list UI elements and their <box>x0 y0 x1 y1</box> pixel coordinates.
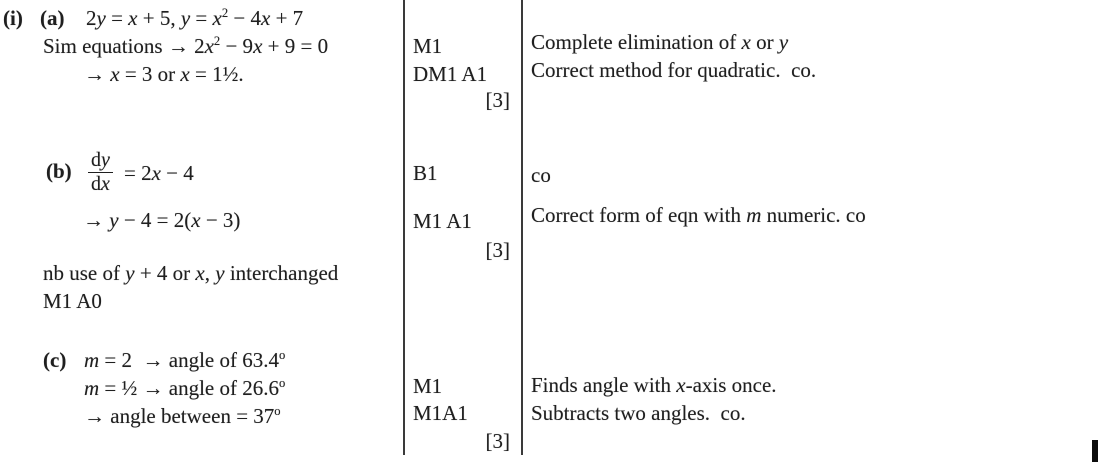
part-a-work-line2: Sim equations → $2x^2 - 9x + 9 = 0$ <box>43 34 329 58</box>
part-a-work-line1: 2y = x + 5, $y = x^2 - 4x + 7$ <box>86 6 304 30</box>
part-a-mark-2: DM1 A1 <box>413 62 488 86</box>
fraction-dy-dx <box>88 150 113 195</box>
column-divider-marks <box>403 0 405 455</box>
part-c-comment-line2: Subtracts two angles. co. <box>531 401 746 425</box>
part-c-work-line3: → angle between = $37^o$ <box>84 404 281 428</box>
question-roman-label: (i) <box>3 6 23 30</box>
part-a-work-line3: → x = 3 or x = 1½. <box>84 62 244 86</box>
part-b-mark-total: [3] <box>485 238 510 262</box>
part-a-comment-line1: Complete elimination of x or y <box>531 30 789 54</box>
part-a-mark-total: [3] <box>485 88 510 112</box>
part-c-work-line2: m = ½ → angle of 26.6$^o$ <box>84 376 286 400</box>
part-a-label: (a) <box>40 6 65 30</box>
fraction-numerator: dy <box>91 149 110 171</box>
part-c-mark-2: M1A1 <box>413 401 468 425</box>
part-b-work-rhs: = 2x − 4 <box>124 161 194 185</box>
column-divider-comments <box>521 0 523 455</box>
part-c-mark-total: [3] <box>485 429 510 453</box>
part-b-mark-2: M1 A1 <box>413 209 472 233</box>
part-b-mark-1: B1 <box>413 161 438 185</box>
part-b-comment-line2: Correct form of eqn with m numeric. co <box>531 203 866 227</box>
page-edge-scan-mark <box>1092 440 1098 462</box>
part-c-work-line1: m = 2 → angle of 63.4$^o$ <box>84 348 286 372</box>
part-a-comment-line2: Correct method for quadratic. co. <box>531 58 817 82</box>
part-b-comment-line1: co <box>531 163 551 187</box>
part-c-mark-1: M1 <box>413 374 443 398</box>
part-b-note-line1: nb use of y + 4 or x, y interchanged <box>43 261 339 285</box>
part-b-note-line2: M1 A0 <box>43 289 102 313</box>
fraction-denominator: dx <box>88 172 113 195</box>
part-b-work-line2: → y − 4 = 2(x − 3) <box>83 208 241 232</box>
part-c-comment-line1: Finds angle with x-axis once. <box>531 373 777 397</box>
part-a-mark-1: M1 <box>413 34 443 58</box>
part-c-label: (c) <box>43 348 67 372</box>
part-b-label: (b) <box>46 159 72 183</box>
